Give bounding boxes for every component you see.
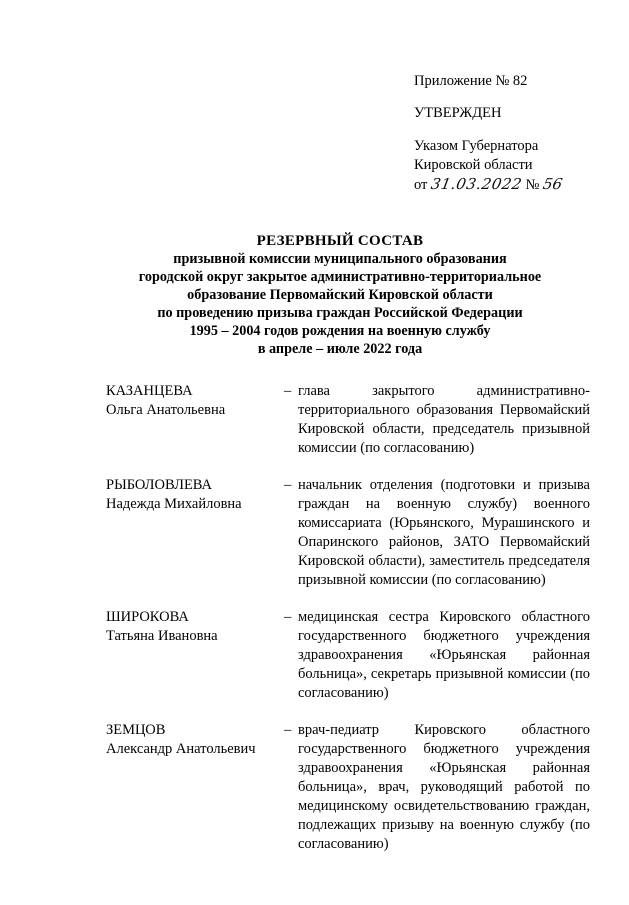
title-main: РЕЗЕРВНЫЙ СОСТАВ — [256, 233, 424, 249]
number-prefix: № — [525, 177, 540, 193]
member-list — [106, 382, 590, 854]
member-entry — [106, 476, 590, 590]
title-line: призывной комиссии муниципального образования — [173, 251, 507, 267]
title-line: по проведению призыва граждан Российской Федерации — [157, 305, 523, 321]
member-entry — [106, 721, 590, 854]
member-surname: РЫБОЛОВЛЕВА — [106, 477, 213, 493]
decree-line-2: Кировской области — [414, 157, 533, 173]
member-surname: ШИРОКОВА — [106, 609, 189, 625]
member-dash: – — [284, 609, 292, 625]
member-dash: – — [284, 477, 292, 493]
member-entry — [106, 608, 590, 703]
member-description: медицинская сестра Кировского областного государственного бюджетного учреждения здравоохранения «Юрьянская районная больница», секретарь призывной комиссии (по согласованию) — [298, 609, 590, 701]
handwritten-date: 31.03.2022 — [429, 175, 524, 193]
member-surname: ЗЕМЦОВ — [106, 722, 166, 738]
decree-date-line — [414, 175, 614, 195]
handwritten-number: 56 — [541, 175, 564, 193]
title-line: образование Первомайский Кировской области — [187, 287, 493, 303]
decree-line-1: Указом Губернатора — [414, 138, 539, 154]
from-prefix: от — [414, 177, 428, 193]
title-line: городской округ закрытое административно-территориальное — [138, 269, 542, 285]
member-name — [106, 721, 286, 854]
member-entry — [106, 382, 590, 458]
member-surname: КАЗАНЦЕВА — [106, 383, 193, 399]
member-name — [106, 608, 286, 703]
member-description: врач-педиатр Кировского областного государственного бюджетного учреждения здравоохранения «Юрьянская районная больница», врач, руководящий работой по медицинскому освидетельствованию граждан, подлежащих призыву на военную службу (по согласованию) — [298, 722, 590, 852]
title-line: в апреле – июле 2022 года — [257, 341, 423, 357]
member-name — [106, 382, 286, 458]
approval-block — [414, 72, 614, 195]
member-description: начальник отделения (подготовки и призыва граждан на военную службу) военного комиссариата (Юрьянского, Мурашинского и Опаринского районов, ЗАТО Первомайский Кировской области), заместитель председателя призывной комиссии (по согласованию) — [298, 477, 590, 588]
member-given-names: Александр Анатольевич — [106, 741, 256, 757]
appendix-label: Приложение № 82 — [414, 73, 528, 89]
document-title — [60, 232, 620, 358]
member-dash: – — [284, 722, 292, 738]
member-given-names: Надежда Михайловна — [106, 496, 242, 512]
approved-label: УТВЕРЖДЕН — [414, 105, 502, 121]
member-dash: – — [284, 383, 292, 399]
title-line: 1995 – 2004 годов рождения на военную службу — [189, 323, 491, 339]
member-description: глава закрытого административно-территориального образования Первомайский Кировской области, председатель призывной комиссии (по согласованию) — [298, 383, 590, 456]
member-given-names: Ольга Анатольевна — [106, 402, 226, 418]
member-given-names: Татьяна Ивановна — [106, 628, 218, 644]
member-name — [106, 476, 286, 590]
